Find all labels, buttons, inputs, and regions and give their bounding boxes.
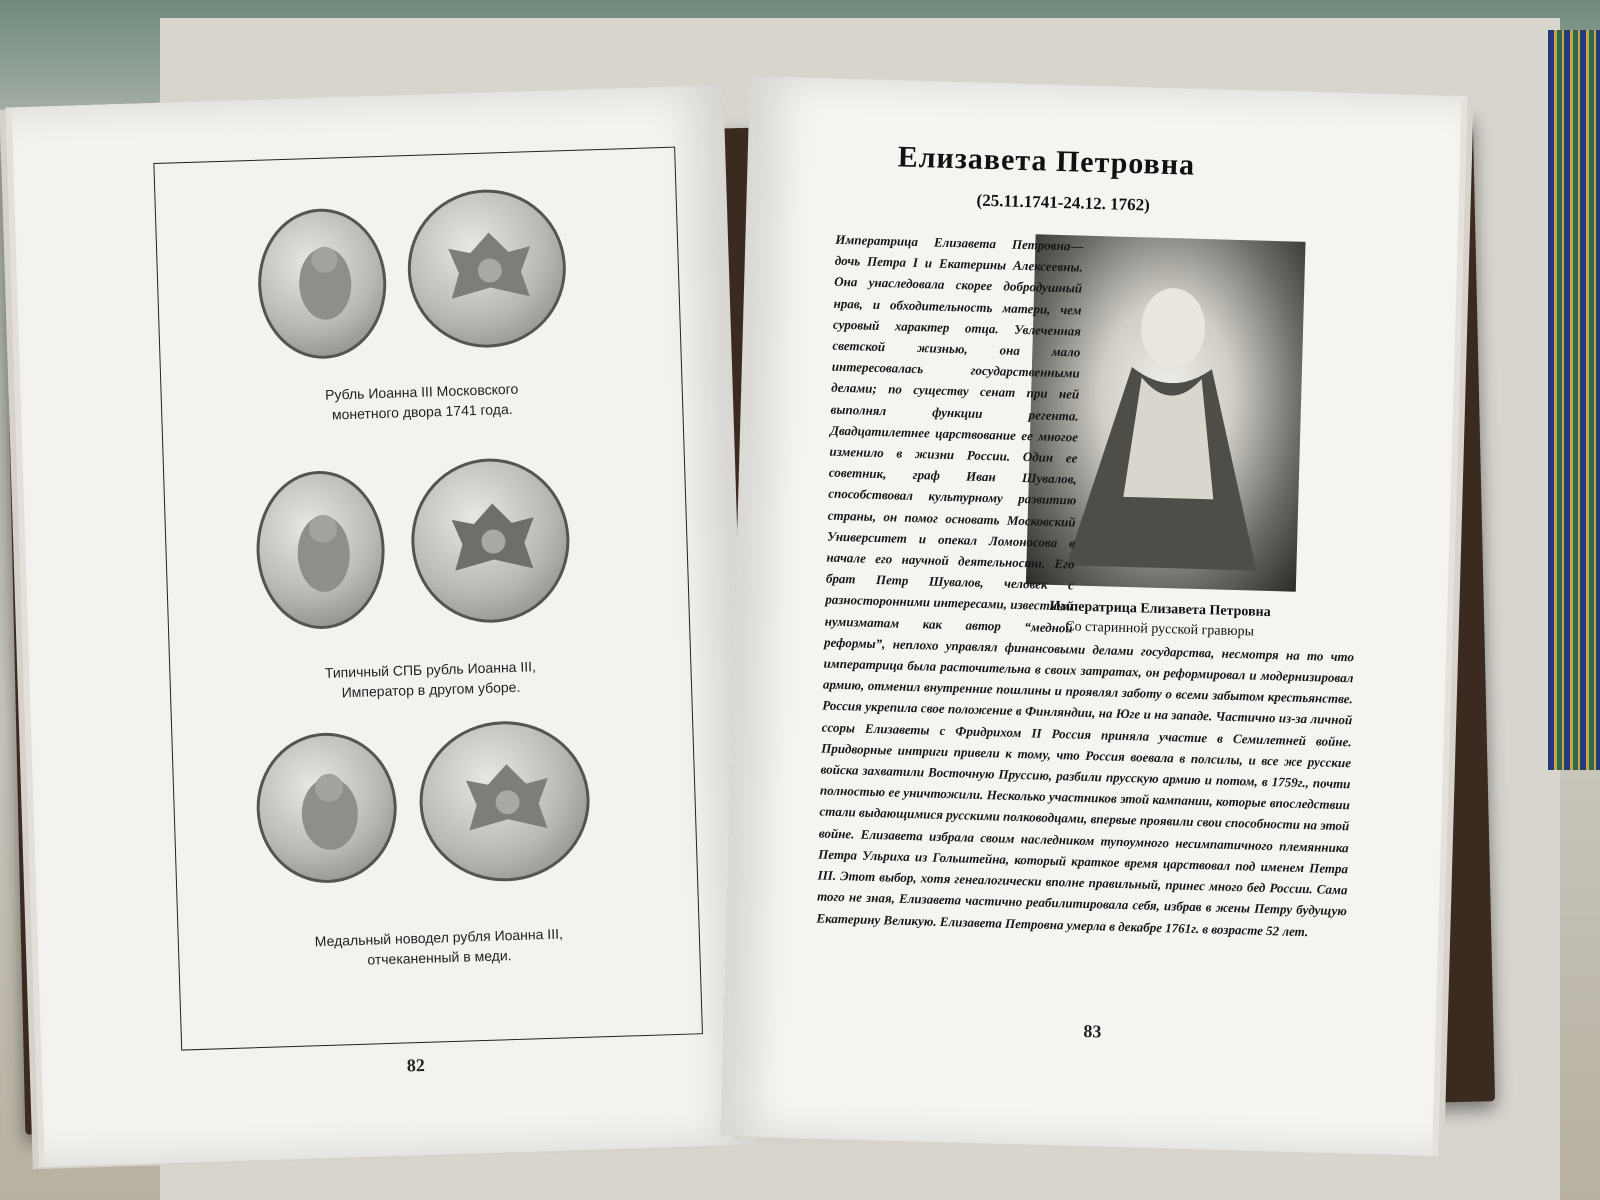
coin-reverse-3 xyxy=(417,719,592,884)
caption-1: Рубль Иоанна III Московского монетного двора 1741 года. xyxy=(324,380,519,423)
caption-2: Типичный СПБ рубль Иоанна III, Император в другом уборе. xyxy=(324,658,537,701)
coin-obverse-3 xyxy=(254,731,399,885)
page-number-left: 82 xyxy=(406,1054,426,1076)
book-spine-background xyxy=(1548,30,1600,770)
caption-3: Медальный новодел рубля Иоанна III, отчеканенный в меди. xyxy=(314,925,564,968)
body-paragraph: Императрица Елизавета Петровна— дочь Петра I и Екатерины Алексеевны. Она унаследовала скорее добродушный нрав, и обходительность матери, чем суровый характер отца. Увлеченная светской жизнью, она мало интересовалась государственными делами; по существу сенат при ней выполнял функции регента. Двадцатилетнее царствование ее многое изменило в жизни России. Один ее советник, граф Иван Шувалов, способствовал культурному развитию страны, он помог основать Московский Университет и опекал Ломоносова в начале его научной деятельности. Его брат Петр Шувалов, человек с разносторонними интересами, известный нумизматам как автор “медной реформы”, неплохо управлял финансовыми делами государства, несмотря на то что императрица была расточительна в своих затратах, он реформировал и модернизировал армию, отменил внутренние пошлины и проявлял заботу о всеми забытом крестьянстве. Россия укрепила свое положение в Финляндии, на Юге и на западе. Частично из-за личной ссоры Елизаветы с Фридрихом II Россия приняла участие в Семилетней войне. Придворные интриги привели к тому, что Россия воевала в полсилы, и все же русские войска захватили Восточную Пруссию, разбили прусскую армию и потом, в 1759г., почти полностью ее уничтожили. Несколько участников этой кампании, которые впоследствии стали выдающимися русскими полководцами, впервые проявили свои способности на этой войне. Елизавета избрала своим наследником тупоумного несимпатичного племянника Петра Ульриха из Гольштейна, который краткое время царствовал под именем Петра III. Этот выбор, хотя генеалогически вполне правильный, принес много бед России. Сама того не зная, Елизавета частично реабилитировала себя, избрав в жены Петру будущую Екатерину Великую. Елизавета Петровна умерла в декабре 1761г. в возрасте 52 лет. xyxy=(816,231,1355,939)
coin-reverse-1 xyxy=(405,187,568,350)
coin-plate-frame xyxy=(153,147,703,1051)
reign-dates: (25.11.1741-24.12. 1762) xyxy=(976,190,1151,215)
coin-obverse-2 xyxy=(254,469,387,631)
left-page xyxy=(12,85,757,1167)
coin-reverse-2 xyxy=(409,456,572,625)
portrait-caption-title: Императрица Елизавета Петровна xyxy=(1049,598,1271,621)
portrait-caption-sub: Со старинной русской гравюры xyxy=(1065,619,1255,640)
coin-obverse-1 xyxy=(256,207,389,361)
portrait-float-space xyxy=(1084,236,1365,643)
page-number-right: 83 xyxy=(1083,1020,1102,1042)
right-page xyxy=(720,76,1461,1155)
page-title: Елизавета Петровна xyxy=(897,140,1196,182)
body-text xyxy=(816,229,1365,943)
